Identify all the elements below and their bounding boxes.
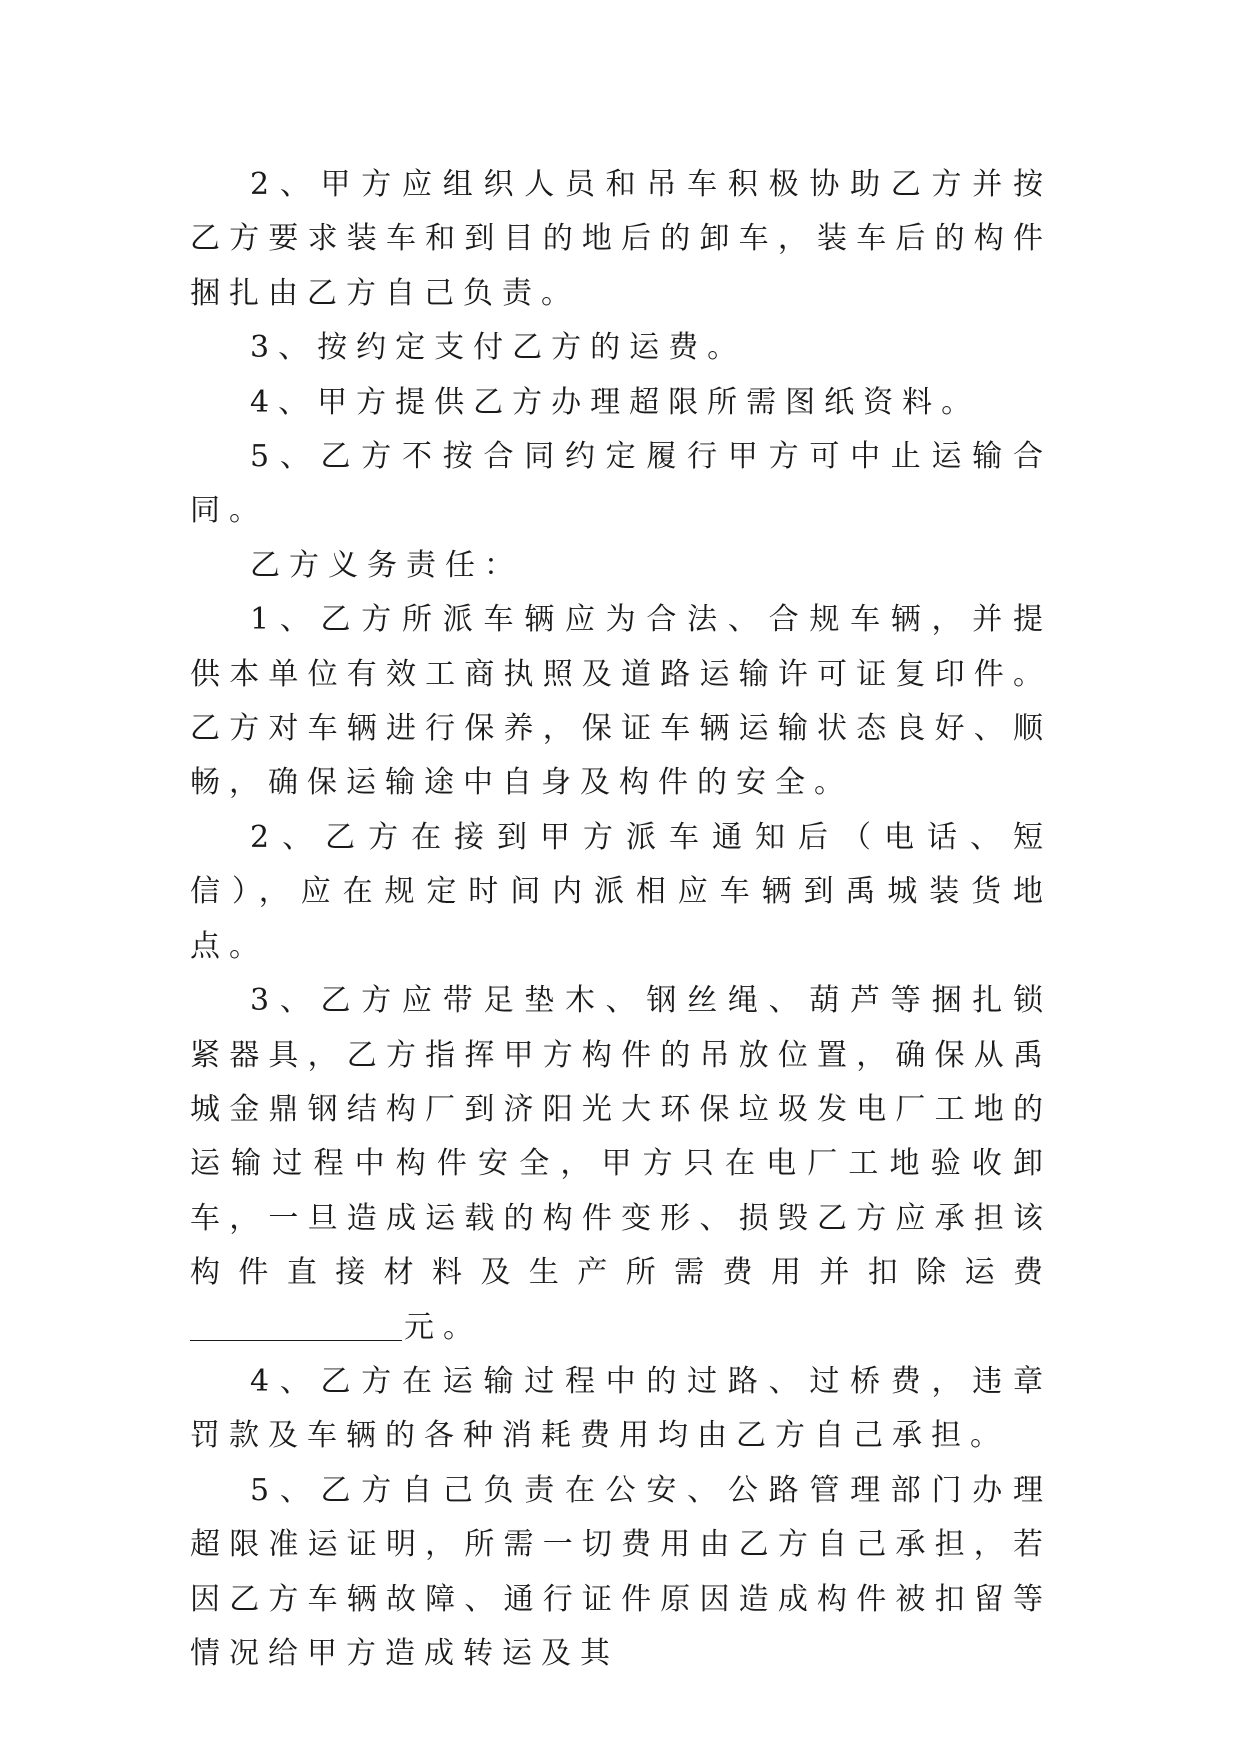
document-body [190,158,1052,1681]
paragraph-party-b-duty-3-text: 3、乙方应带足垫木、钢丝绳、葫芦等捆扎锁紧器具，乙方指挥甲方构件的吊放位置，确保从禹城金鼎钢结构厂到济阳光大环保垃圾发电厂工地的运输过程中构件安全，甲方只在电厂工地验收卸车，一旦造成运载的构件变形、损毁乙方应承担该构件直接材料及生产所需费用并扣除运费 [190,983,1052,1291]
paragraph-party-b-duty-1: 1、乙方所派车辆应为合法、合规车辆，并提供本单位有效工商执照及道路运输许可证复印件。乙方对车辆进行保养，保证车辆运输状态良好、顺畅，确保运输途中自身及构件的安全。 [190,602,1052,801]
paragraph-party-a-duty-5: 5、乙方不按合同约定履行甲方可中止运输合同。 [190,439,1052,529]
paragraph-party-b-duty-3-suffix: 元。 [404,1309,482,1345]
fill-in-blank-amount[interactable] [190,1310,402,1341]
paragraph-party-b-duty-3 [190,974,1052,1355]
paragraph-party-b-duty-5: 5、乙方自己负责在公安、公路管理部门办理超限准运证明，所需一切费用由乙方自己承担，若因乙方车辆故障、通行证件原因造成构件被扣留等情况给甲方造成转运及其 [190,1472,1052,1671]
paragraph-party-a-duty-2: 2、甲方应组织人员和吊车积极协助乙方并按乙方要求装车和到目的地后的卸车，装车后的构件捆扎由乙方自己负责。 [190,167,1052,311]
section-heading-party-b-duties: 乙方义务责任： [250,547,523,583]
paragraph-party-a-duty-4: 4、甲方提供乙方办理超限所需图纸资料。 [250,384,981,420]
paragraph-party-b-duty-2: 2、乙方在接到甲方派车通知后（电话、短信），应在规定时间内派相应车辆到禹城装货地点。 [190,819,1052,964]
paragraph-party-b-duty-4: 4、乙方在运输过程中的过路、过桥费，违章罚款及车辆的各种消耗费用均由乙方自己承担。 [190,1363,1052,1454]
paragraph-party-a-duty-3: 3、按约定支付乙方的运费。 [250,330,747,366]
